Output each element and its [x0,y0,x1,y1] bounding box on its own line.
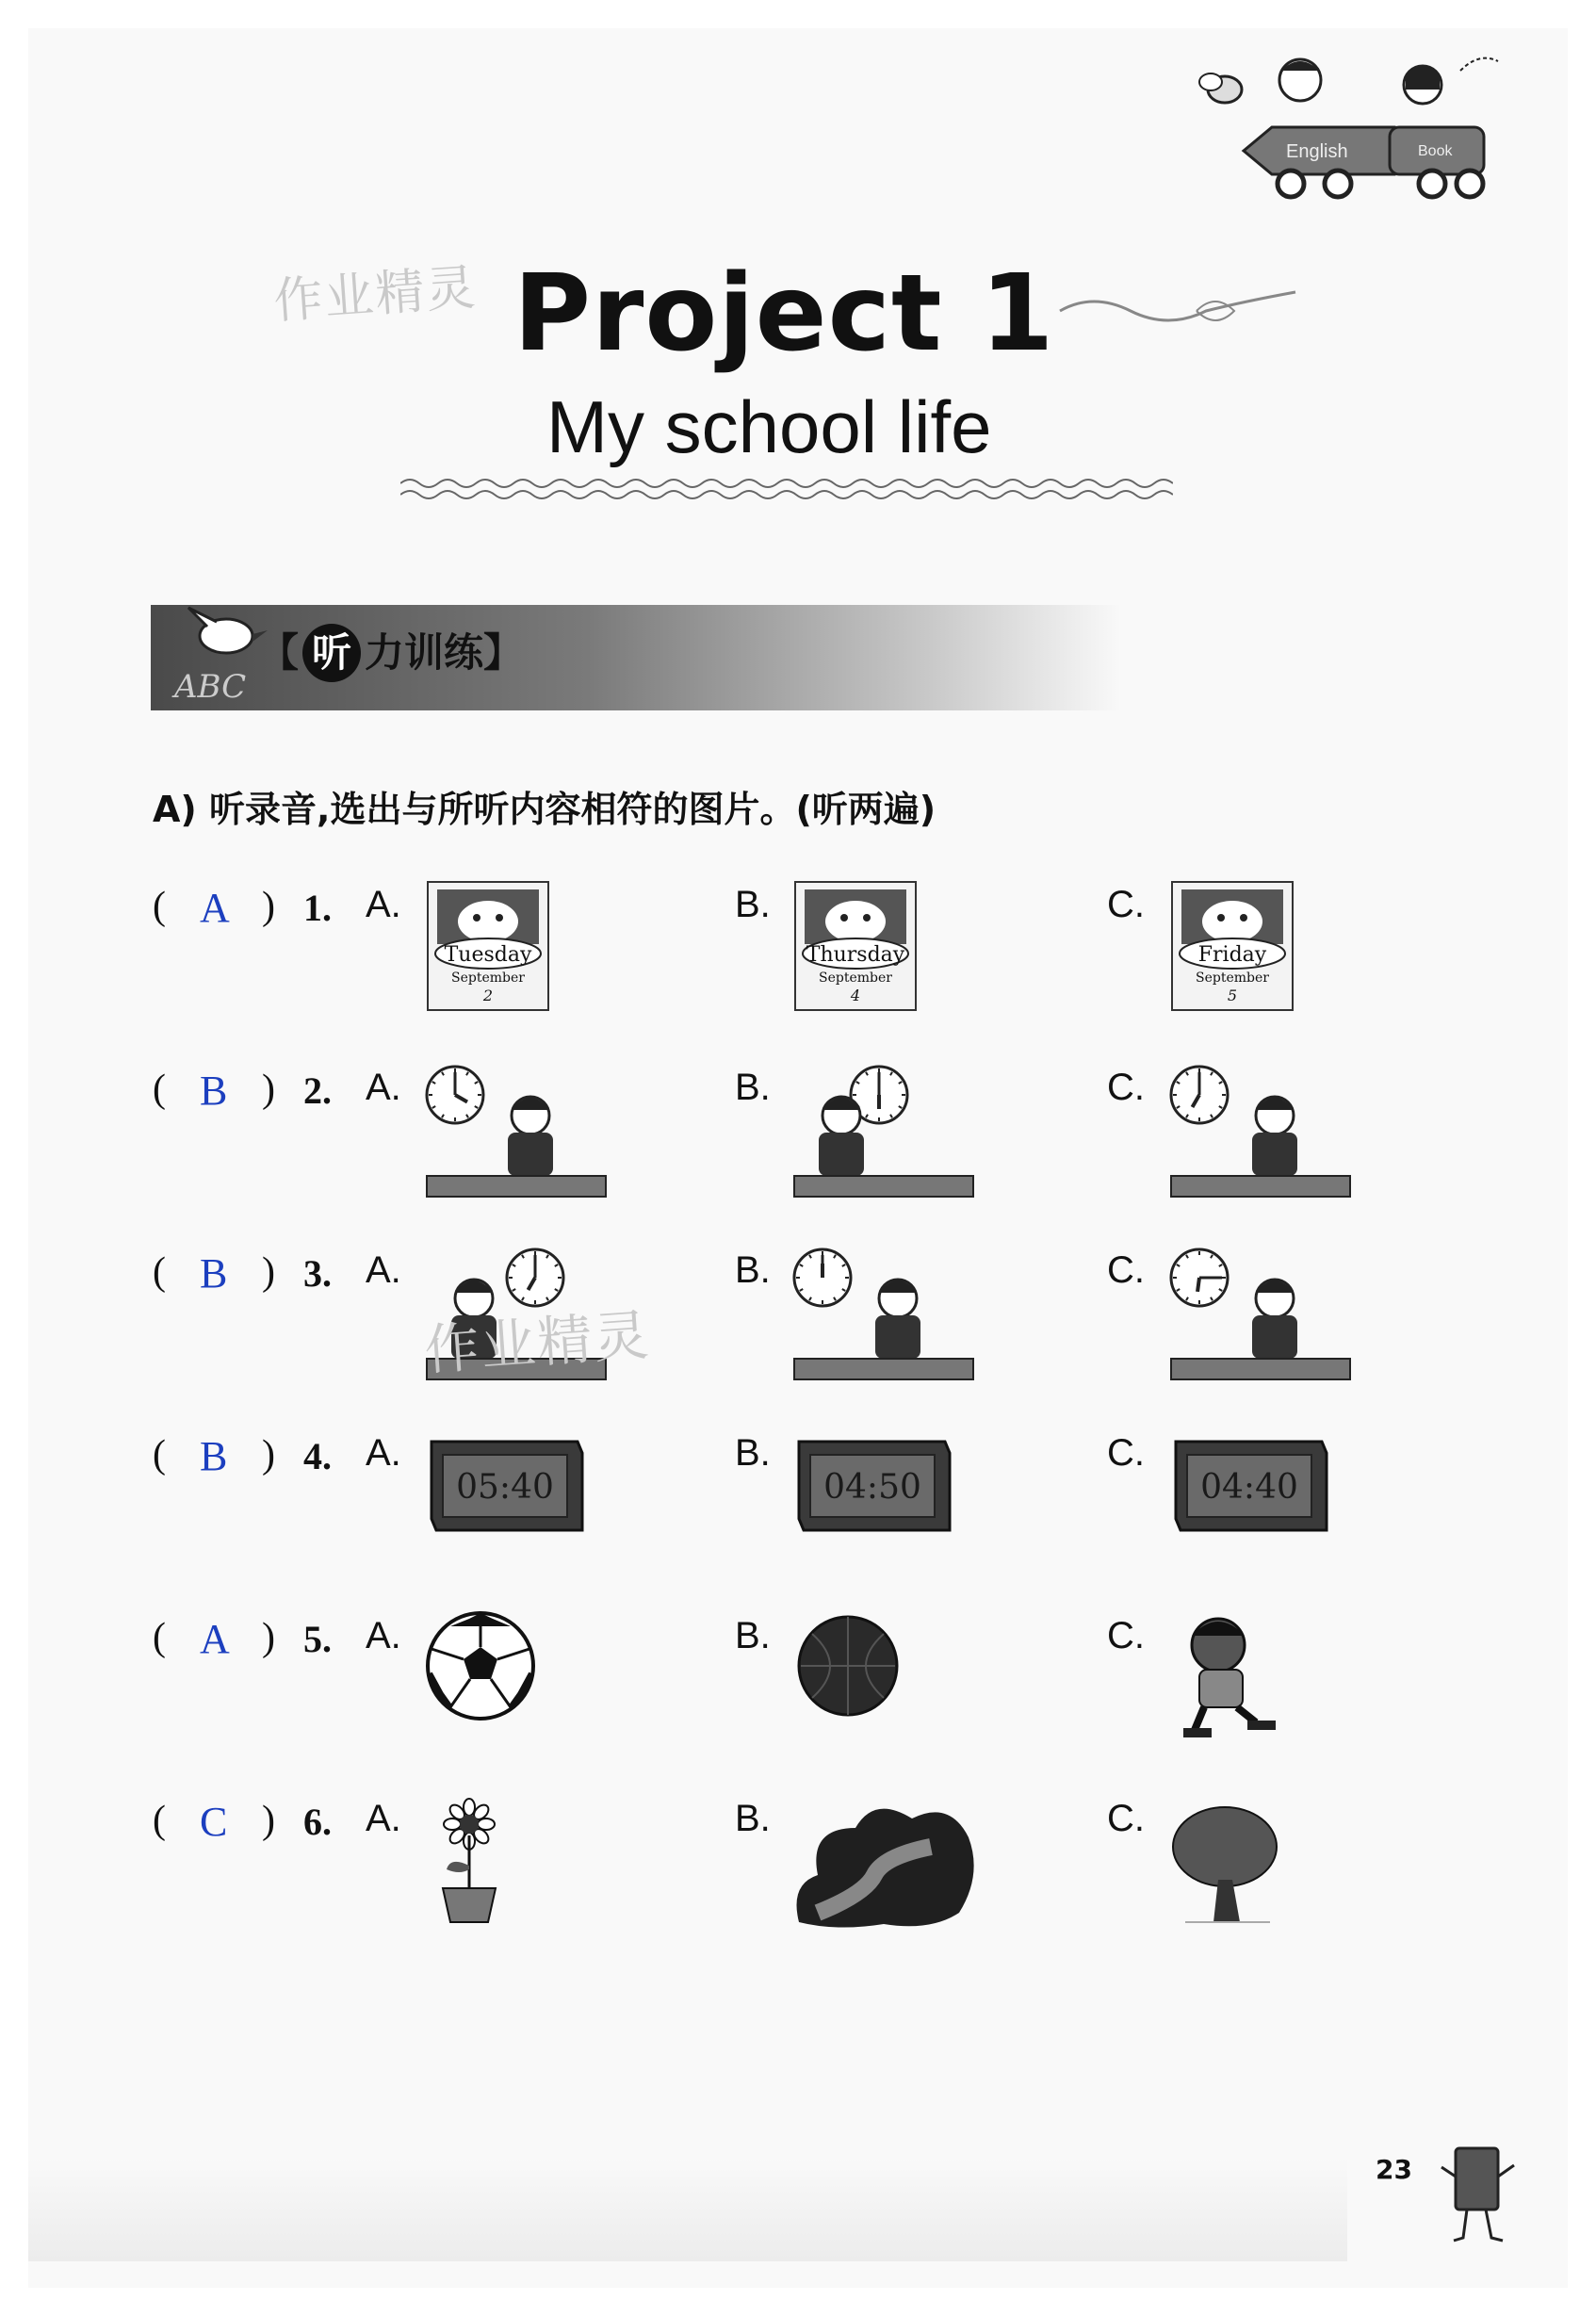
option-label[interactable]: B. [735,1432,771,1474]
option-label[interactable]: B. [735,884,771,925]
option-label[interactable]: B. [735,1615,771,1656]
boy-eating-dinner-clock-picture[interactable] [1166,1242,1355,1387]
question-number: 1. [303,887,332,929]
calendar-picture[interactable] [790,876,921,1021]
banner-abc: ABC [174,668,247,706]
calendar-month: September [451,970,525,986]
bottom-decoration [28,2158,1347,2261]
section-heading-rest: 力训练 [365,629,484,676]
option-label[interactable]: C. [1107,1798,1145,1839]
boy-watching-tv-clock-picture[interactable] [790,1059,978,1204]
answer-paren-close: ) [262,1068,275,1111]
option-label[interactable]: A. [366,1249,401,1291]
option-label[interactable]: A. [366,1615,401,1656]
option-label[interactable]: C. [1107,1432,1145,1474]
flower-in-pot-picture[interactable] [422,1790,516,1935]
calendar-picture[interactable] [422,876,554,1021]
boy-roller-skating-picture[interactable] [1166,1607,1284,1753]
question-number: 5. [303,1618,332,1660]
answer-paren-open: ( [153,1433,166,1476]
boy-doing-homework-clock-picture[interactable] [1166,1059,1355,1204]
calendar-day: Tuesday [444,943,532,967]
digital-clock-picture[interactable] [790,1425,954,1546]
option-label[interactable]: A. [366,884,401,925]
option-label[interactable]: A. [366,1798,401,1839]
answer-blank[interactable]: A [200,1616,230,1662]
option-label[interactable]: A. [366,1067,401,1108]
badge-book: Book [1418,143,1453,159]
bracket-open: 【 [259,629,300,676]
calendar-picture[interactable] [1166,876,1298,1021]
answer-paren-close: ) [262,1433,275,1476]
page-title: Project 1 [513,253,1055,375]
exercise-instruction: A) 听录音,选出与所听内容相符的图片。(听两遍) [153,789,936,830]
football-picture[interactable] [422,1607,540,1729]
question-number: 3. [303,1252,332,1295]
badge-english: English [1286,141,1348,162]
option-label[interactable]: B. [735,1067,771,1108]
option-label[interactable]: C. [1107,884,1145,925]
river-landscape-picture[interactable] [790,1790,978,1935]
question-number: 2. [303,1069,332,1112]
calendar-day: Friday [1197,943,1267,967]
kids-pencil-car-illustration [1187,52,1507,212]
tree-picture[interactable] [1166,1790,1289,1935]
ting-char-badge: 听 [302,624,361,682]
option-label[interactable]: C. [1107,1067,1145,1108]
calendar-month: September [1196,970,1269,986]
wavy-divider [400,476,1173,502]
digital-clock-picture[interactable] [1166,1425,1331,1546]
option-label[interactable]: C. [1107,1249,1145,1291]
option-label[interactable]: C. [1107,1615,1145,1656]
watermark-top: 作业精灵 [271,259,480,331]
question-number: 6. [303,1801,332,1843]
basketball-picture[interactable] [790,1607,907,1729]
answer-blank[interactable]: B [200,1433,228,1479]
digital-clock-time: 05:40 [456,1468,554,1507]
digital-clock-picture[interactable] [422,1425,587,1546]
answer-paren-open: ( [153,885,166,928]
title-flourish [1055,283,1300,339]
answer-blank[interactable]: A [200,885,230,931]
calendar-day: Thursday [806,943,905,967]
digital-clock-time: 04:40 [1200,1468,1298,1507]
answer-paren-open: ( [153,1068,166,1111]
bird-icon [170,598,273,711]
watermark-middle: 作业精灵 [422,1302,653,1383]
answer-blank[interactable]: B [200,1250,228,1297]
option-label[interactable]: B. [735,1798,771,1839]
boy-eating-lunch-clock-picture[interactable] [790,1242,978,1387]
section-heading [259,622,523,682]
option-label[interactable]: B. [735,1249,771,1291]
answer-paren-close: ) [262,1250,275,1294]
answer-paren-open: ( [153,1799,166,1842]
answer-paren-open: ( [153,1250,166,1294]
page-subtitle: My school life [546,385,992,468]
answer-paren-open: ( [153,1616,166,1659]
question-number: 4. [303,1435,332,1477]
calendar-date: 5 [1227,987,1238,1004]
bracket-close: 】 [483,629,524,676]
calendar-date: 4 [850,987,861,1004]
book-mascot-icon [1437,2139,1522,2252]
answer-blank[interactable]: C [200,1799,228,1845]
calendar-month: September [819,970,892,986]
option-label[interactable]: A. [366,1432,401,1474]
answer-paren-close: ) [262,1616,275,1659]
page-number: 23 [1376,2154,1412,2185]
answer-paren-close: ) [262,1799,275,1842]
boy-playing-football-clock-picture[interactable] [422,1059,611,1204]
calendar-date: 2 [482,987,494,1004]
answer-paren-close: ) [262,885,275,928]
digital-clock-time: 04:50 [823,1468,921,1507]
answer-blank[interactable]: B [200,1068,228,1114]
